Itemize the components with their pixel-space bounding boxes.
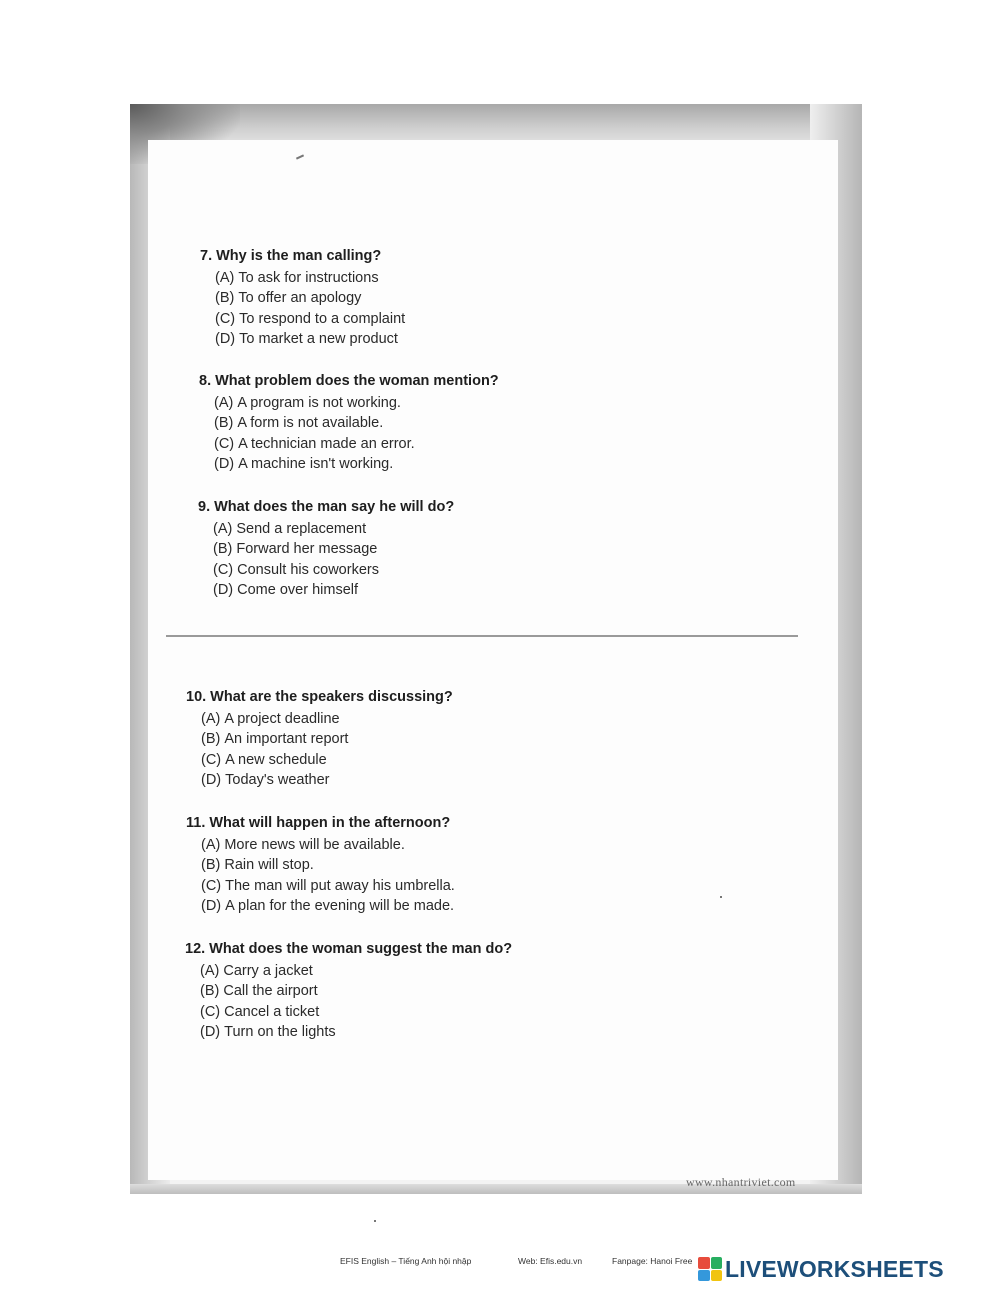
answer-option[interactable] xyxy=(201,770,453,790)
answer-option[interactable] xyxy=(201,876,455,896)
option-letter: (A) xyxy=(213,521,233,537)
option-text: A project deadline xyxy=(224,711,340,727)
question-text xyxy=(185,941,512,957)
option-letter: (A) xyxy=(201,711,221,727)
question-9 xyxy=(198,499,454,600)
option-letter: (D) xyxy=(215,330,236,347)
option-text: To offer an apology xyxy=(238,290,362,307)
option-text: Carry a jacket xyxy=(223,963,313,979)
footer-org: EFIS English – Tiếng Anh hội nhập xyxy=(340,1256,472,1266)
answer-option[interactable] xyxy=(201,729,453,749)
logo-square xyxy=(711,1270,723,1282)
answer-option[interactable] xyxy=(214,434,499,454)
option-letter: (B) xyxy=(201,731,221,748)
option-letter: (D) xyxy=(214,455,235,472)
option-letter: (D) xyxy=(201,897,222,914)
option-letter: (D) xyxy=(201,771,222,788)
option-letter: (C) xyxy=(201,751,222,768)
option-letter: (A) xyxy=(200,963,220,979)
option-letter: (B) xyxy=(201,857,221,874)
answer-option[interactable] xyxy=(200,981,512,1001)
question-10 xyxy=(186,689,453,790)
option-text: To ask for instructions xyxy=(238,270,379,286)
option-text: A new schedule xyxy=(225,751,327,768)
question-text xyxy=(200,248,405,264)
question-number: 7. xyxy=(200,248,213,264)
logo-square xyxy=(711,1257,723,1269)
option-text: To respond to a complaint xyxy=(239,310,406,327)
option-text: Rain will stop. xyxy=(224,857,314,874)
question-8 xyxy=(199,373,499,474)
answer-option[interactable] xyxy=(201,896,455,916)
option-text: Cancel a ticket xyxy=(224,1003,320,1020)
answer-option[interactable] xyxy=(215,268,405,288)
logo-square xyxy=(698,1257,710,1269)
question-text xyxy=(186,689,453,705)
option-text: Consult his coworkers xyxy=(237,561,379,578)
question-number: 8. xyxy=(199,373,212,389)
logo-mark-icon xyxy=(698,1257,722,1281)
option-letter: (D) xyxy=(200,1023,221,1040)
question-7 xyxy=(200,248,405,349)
option-text: The man will put away his umbrella. xyxy=(225,877,455,894)
option-text: A technician made an error. xyxy=(238,435,415,452)
option-letter: (B) xyxy=(214,415,234,432)
answer-options xyxy=(199,393,499,474)
option-text: To market a new product xyxy=(239,330,398,347)
section-divider xyxy=(166,635,798,637)
option-text: Come over himself xyxy=(237,581,359,598)
liveworksheets-logo xyxy=(698,1254,998,1284)
answer-options xyxy=(186,835,455,916)
option-letter: (A) xyxy=(201,837,221,853)
answer-option[interactable] xyxy=(214,413,499,433)
question-stem: What problem does the woman mention? xyxy=(215,373,499,389)
question-number: 12. xyxy=(185,941,206,957)
answer-option[interactable] xyxy=(214,393,499,413)
question-number: 11. xyxy=(186,815,206,831)
option-letter: (A) xyxy=(215,270,235,286)
option-text: A program is not working. xyxy=(237,395,401,411)
option-text: A machine isn't working. xyxy=(238,455,394,472)
option-letter: (C) xyxy=(214,435,235,452)
question-text xyxy=(198,499,454,515)
question-number: 9. xyxy=(198,499,211,515)
option-text: Send a replacement xyxy=(236,521,367,537)
answer-options xyxy=(200,268,405,349)
stray-dot xyxy=(374,1220,376,1222)
answer-option[interactable] xyxy=(215,288,405,308)
option-letter: (B) xyxy=(215,290,235,307)
answer-option[interactable] xyxy=(201,709,453,729)
answer-option[interactable] xyxy=(215,309,405,329)
question-text xyxy=(199,373,499,389)
option-letter: (C) xyxy=(213,561,234,578)
answer-options xyxy=(185,961,512,1042)
answer-options xyxy=(198,519,454,600)
publisher-website: www.nhantriviet.com xyxy=(686,1175,796,1189)
question-number: 10. xyxy=(186,689,207,705)
option-text: Today's weather xyxy=(225,771,330,788)
answer-option[interactable] xyxy=(201,750,453,770)
answer-option[interactable] xyxy=(213,560,454,580)
option-letter: (C) xyxy=(215,310,236,327)
option-text: A form is not available. xyxy=(237,415,384,432)
option-letter: (B) xyxy=(213,541,233,558)
logo-text: LIVEWORKSHEETS xyxy=(725,1255,944,1282)
answer-option[interactable] xyxy=(201,855,455,875)
answer-options xyxy=(186,709,453,790)
question-11 xyxy=(186,815,455,916)
option-text: An important report xyxy=(224,731,349,748)
answer-option[interactable] xyxy=(200,961,512,981)
answer-option[interactable] xyxy=(201,835,455,855)
answer-option[interactable] xyxy=(213,539,454,559)
option-text: A plan for the evening will be made. xyxy=(225,897,455,914)
answer-option[interactable] xyxy=(214,454,499,474)
answer-option[interactable] xyxy=(215,329,405,349)
question-stem: What are the speakers discussing? xyxy=(210,689,453,705)
option-text: Call the airport xyxy=(223,983,318,1000)
question-stem: What will happen in the afternoon? xyxy=(209,815,451,831)
question-stem: What does the woman suggest the man do? xyxy=(209,941,513,957)
option-letter: (B) xyxy=(200,983,220,1000)
option-letter: (D) xyxy=(213,581,234,598)
option-text: Turn on the lights xyxy=(224,1023,336,1040)
question-stem: What does the man say he will do? xyxy=(214,499,455,515)
logo-square xyxy=(698,1270,710,1282)
answer-option[interactable] xyxy=(213,580,454,600)
question-text xyxy=(186,815,455,831)
footer-web: Web: Efis.edu.vn xyxy=(518,1256,583,1266)
option-letter: (C) xyxy=(201,877,222,894)
option-letter: (A) xyxy=(214,395,234,411)
option-text: More news will be available. xyxy=(224,837,405,853)
answer-option[interactable] xyxy=(200,1022,512,1042)
option-text: Forward her message xyxy=(236,541,378,558)
stray-dot xyxy=(720,896,722,898)
question-stem: Why is the man calling? xyxy=(216,248,382,264)
question-12 xyxy=(185,941,512,1042)
answer-option[interactable] xyxy=(213,519,454,539)
footer-fanpage: Fanpage: Hanoi Free xyxy=(612,1256,693,1266)
option-letter: (C) xyxy=(200,1003,221,1020)
answer-option[interactable] xyxy=(200,1002,512,1022)
